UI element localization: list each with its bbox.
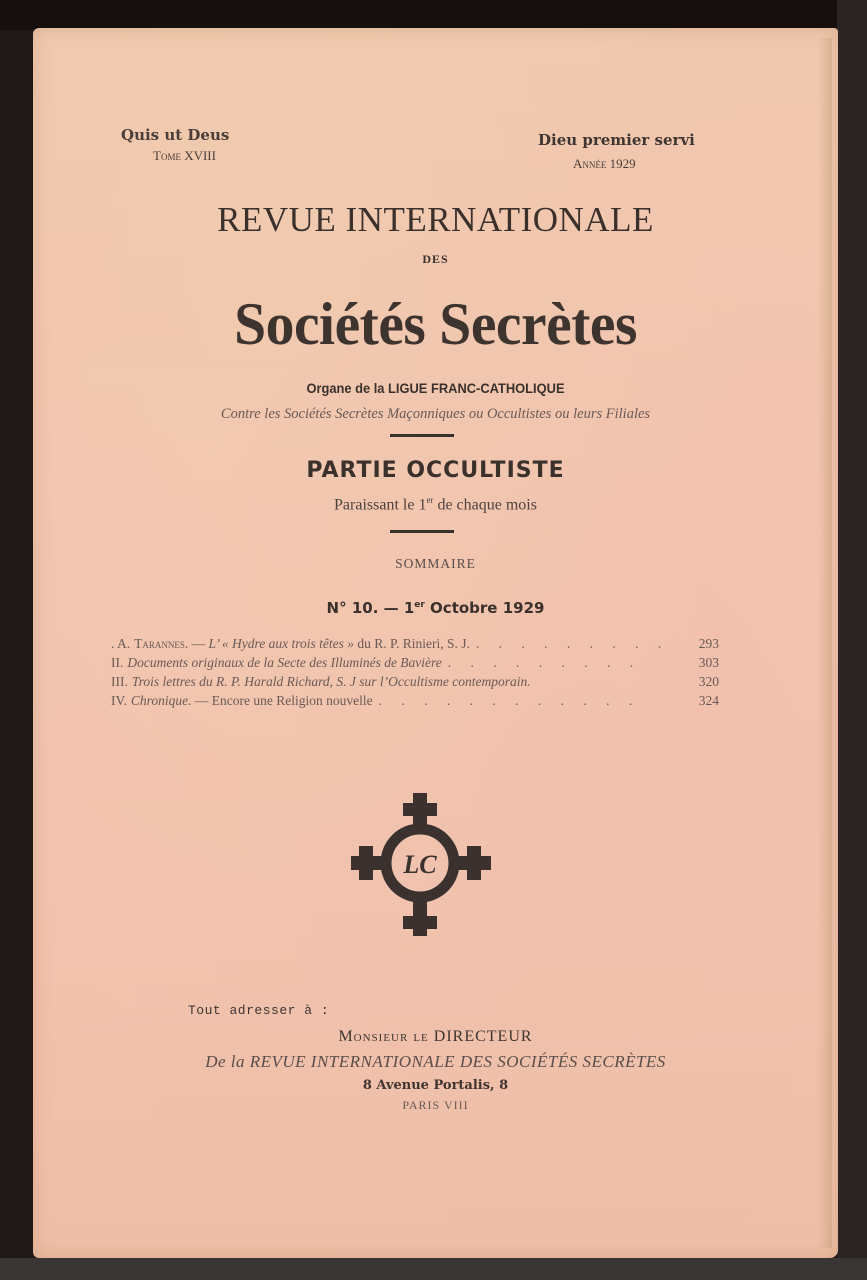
toc-entry-author: Tarannes. — bbox=[134, 636, 209, 651]
address-publication: De la REVUE INTERNATIONALE DES SOCIÉTÉS SECRÈTES bbox=[205, 1052, 666, 1071]
title-des: DES bbox=[422, 252, 449, 266]
toc-entry-number: IV. bbox=[111, 693, 127, 708]
backdrop-top bbox=[0, 0, 867, 30]
toc-entry bbox=[111, 674, 719, 693]
issue-number bbox=[33, 599, 838, 617]
publication-frequency bbox=[33, 495, 838, 514]
section-title: PARTIE OCCULTISTE bbox=[306, 458, 565, 483]
divider-rule bbox=[390, 434, 454, 437]
frequency-text-end: de chaque mois bbox=[433, 496, 537, 514]
title-revue-internationale: REVUE INTERNATIONALE bbox=[217, 200, 654, 239]
toc-entry-title: Documents originaux bbox=[127, 655, 244, 670]
address-street: 8 Avenue Portalis, 8 bbox=[362, 1078, 509, 1093]
toc-entry-page: 320 bbox=[698, 674, 719, 689]
toc-entry-text bbox=[132, 674, 531, 690]
issue-number-text: N° 10. — 1 bbox=[326, 599, 415, 617]
issue-number-sup: er bbox=[414, 600, 425, 610]
toc-entry-rest: — Encore une Religion nouvelle bbox=[191, 693, 373, 708]
toc-entry-title: Trois lettres du R. P. Harald Richard, S. J sur l’Occultisme contemporain. bbox=[131, 674, 531, 689]
toc-entry-title: Chronique. bbox=[130, 693, 192, 708]
toc-entry bbox=[111, 636, 719, 655]
issue-date: Octobre 1929 bbox=[424, 599, 545, 617]
toc-entry-number: III. bbox=[111, 674, 128, 689]
toc-entry-rest: du R. P. Rinieri, S. J. bbox=[354, 636, 470, 651]
toc-entry-title: L’ « Hydre aux trois têtes » bbox=[208, 636, 355, 651]
toc-entry-rest: de la Secte des Illuminés de Bavière bbox=[243, 655, 442, 670]
quadruple-cross-emblem-icon bbox=[346, 788, 496, 938]
toc-entry-page: 293 bbox=[698, 636, 719, 651]
toc-entry bbox=[111, 693, 719, 712]
toc-leader-dots: . . . . . . . . . . . . bbox=[378, 693, 641, 708]
toc-entry-number: II. bbox=[111, 655, 124, 670]
year-label: Année 1929 bbox=[573, 156, 636, 171]
toc-entry-page: 324 bbox=[698, 693, 719, 708]
backdrop-bottom bbox=[0, 1258, 867, 1280]
toc-leader-dots: . . . . . . . . . bbox=[447, 655, 642, 670]
address-city: PARIS VIII bbox=[402, 1098, 469, 1112]
toc-leader-dots: . . . . . . . . . bbox=[475, 636, 670, 651]
toc-entry-number: . A. bbox=[111, 636, 131, 651]
recipient-role: DIRECTEUR bbox=[428, 1028, 533, 1045]
contre-subtitle: Contre les Sociétés Secrètes Maçonniques ou Occultistes ou leurs Filiales bbox=[220, 406, 651, 422]
title-societes-secretes: Sociétés Secrètes bbox=[234, 291, 637, 357]
address-recipient bbox=[33, 1028, 838, 1046]
toc-entry-text bbox=[134, 636, 470, 652]
motto-right: Dieu premier servi bbox=[538, 131, 695, 149]
toc-entry bbox=[111, 655, 719, 674]
backdrop-right bbox=[837, 0, 867, 1280]
tome-label: Tome XVIII bbox=[153, 148, 216, 163]
address-intro: Tout adresser à : bbox=[188, 1003, 330, 1018]
frequency-sup: er bbox=[426, 495, 434, 505]
organe-subtitle: Organe de la LIGUE FRANC-CATHOLIQUE bbox=[306, 380, 565, 396]
toc-entry-page: 303 bbox=[698, 655, 719, 670]
frequency-text: Paraissant le 1 bbox=[334, 496, 427, 514]
sommaire-heading: SOMMAIRE bbox=[395, 556, 476, 571]
toc-entry-text bbox=[131, 693, 373, 709]
motto-left: Quis ut Deus bbox=[121, 126, 230, 144]
toc-entry-text bbox=[127, 655, 441, 671]
recipient-title: Monsieur le bbox=[338, 1028, 429, 1045]
table-of-contents bbox=[111, 636, 719, 712]
svg-text:LC: LC bbox=[403, 850, 437, 879]
divider-rule bbox=[390, 530, 454, 533]
magazine-cover bbox=[33, 28, 838, 1258]
